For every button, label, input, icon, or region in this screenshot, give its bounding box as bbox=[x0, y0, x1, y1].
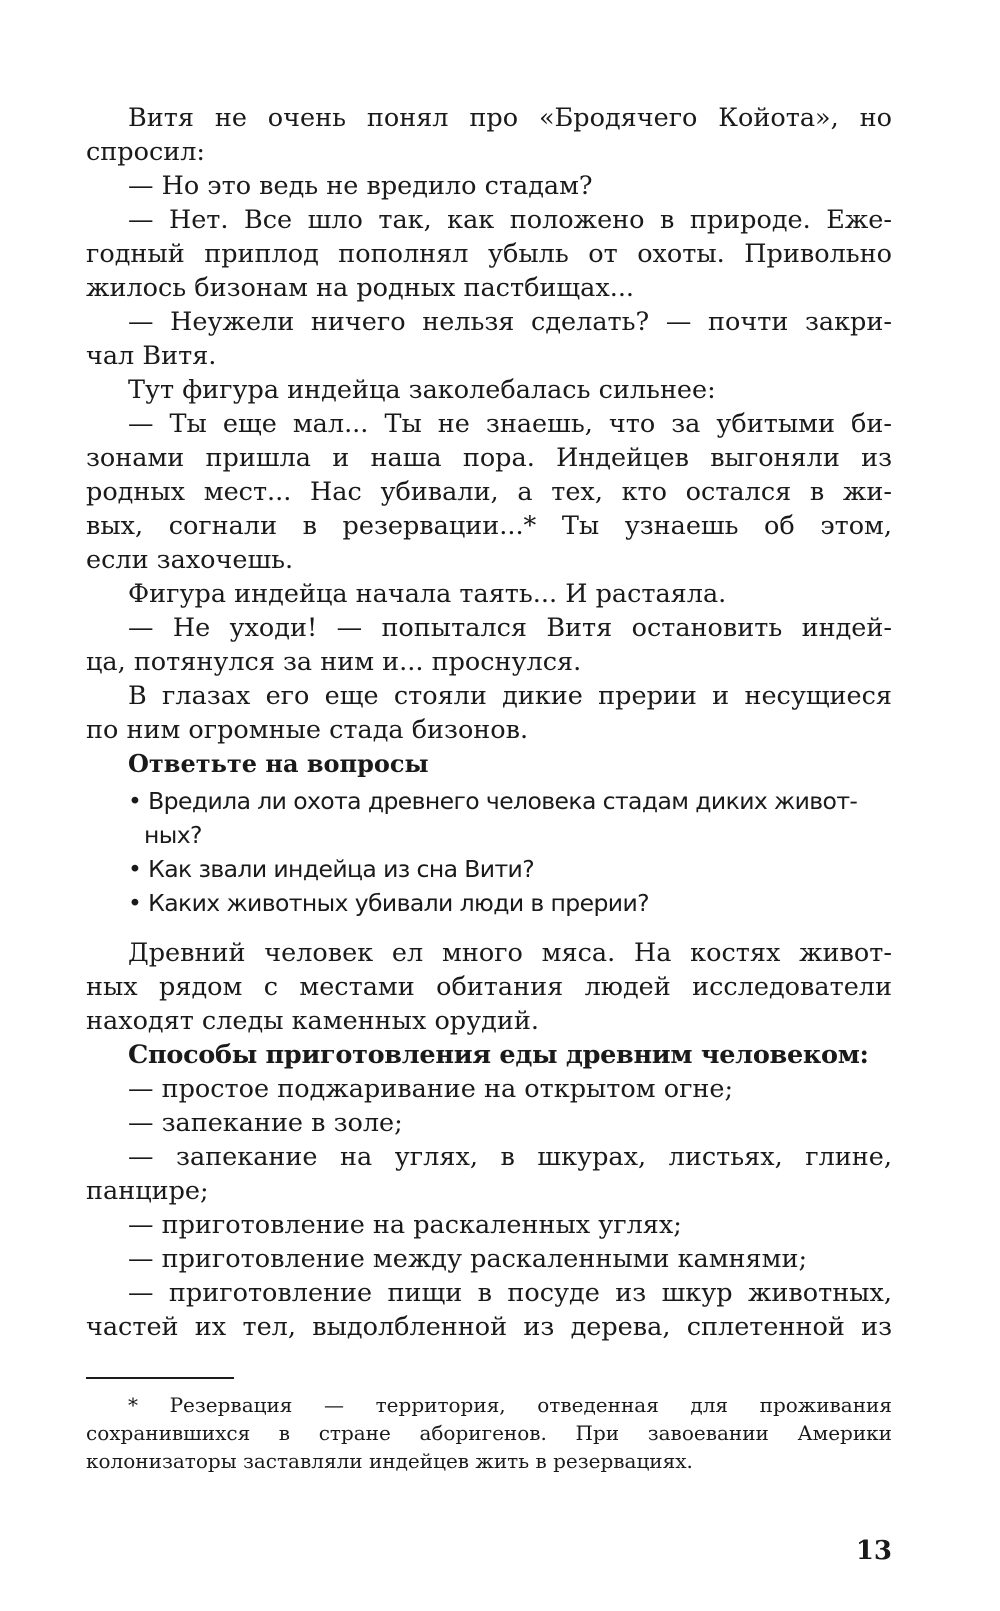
page-number: 13 bbox=[855, 1536, 892, 1566]
method-item: панцире; bbox=[86, 1176, 209, 1206]
story-line: — Нет. Все шло так, как положено в природе. Еже- bbox=[128, 205, 892, 235]
footnote-line: колонизаторы заставляли индейцев жить в резервациях. bbox=[86, 1449, 693, 1473]
method-item: — приготовление на раскаленных углях; bbox=[128, 1210, 682, 1240]
story-text bbox=[86, 101, 892, 747]
method-item: — запекание на углях, в шкурах, листьях, глине, bbox=[128, 1142, 892, 1172]
story-line: — Но это ведь не вредило стадам? bbox=[128, 171, 593, 201]
method-item: — приготовление пищи в посуде из шкур животных, bbox=[128, 1278, 892, 1308]
story-line: В глазах его еще стояли дикие прерии и несущиеся bbox=[128, 681, 892, 711]
questions-block bbox=[86, 747, 892, 920]
main-line: находят следы каменных орудий. bbox=[86, 1006, 539, 1036]
question-item: • Вредила ли охота древнего человека стадам диких живот- bbox=[128, 787, 858, 815]
story-line: спросил: bbox=[86, 137, 206, 167]
story-line: — Не уходи! — попытался Витя остановить индей- bbox=[128, 613, 892, 643]
story-line: чал Витя. bbox=[86, 341, 217, 371]
story-line: родных мест... Нас убивали, а тех, кто остался в жи- bbox=[86, 477, 892, 507]
story-line: Витя не очень понял про «Бродячего Койота», но bbox=[128, 103, 892, 133]
story-line: Тут фигура индейца заколебалась сильнее: bbox=[128, 375, 716, 405]
question-item: • Каких животных убивали люди в прерии? bbox=[128, 889, 649, 917]
story-line: жилось бизонам на родных пастбищах... bbox=[86, 273, 635, 303]
questions-heading: Ответьте на вопросы bbox=[128, 749, 429, 778]
method-item: — запекание в золе; bbox=[128, 1108, 403, 1138]
footnote-divider bbox=[86, 1377, 234, 1379]
story-line: ца, потянулся за ним и... проснулся. bbox=[86, 647, 582, 677]
question-item: • Как звали индейца из сна Вити? bbox=[128, 855, 535, 883]
story-line: вых, согнали в резервации...* Ты узнаешь об этом, bbox=[86, 511, 892, 541]
story-line: — Ты еще мал... Ты не знаешь, что за убитыми би- bbox=[128, 409, 892, 439]
story-line: — Неужели ничего нельзя сделать? — почти закри- bbox=[128, 307, 892, 337]
story-line: по ним огромные стада бизонов. bbox=[86, 715, 529, 745]
method-item: частей их тел, выдолбленной из дерева, сплетенной из bbox=[86, 1312, 892, 1342]
main-text bbox=[86, 936, 892, 1344]
main-line: ных рядом с местами обитания людей исследователи bbox=[86, 972, 892, 1002]
story-line: годный приплод пополнял убыль от охоты. Привольно bbox=[86, 239, 892, 269]
footnote-line: сохранившихся в стране аборигенов. При завоевании Америки bbox=[86, 1421, 892, 1445]
story-line: Фигура индейца начала таять... И растаяла. bbox=[128, 579, 727, 609]
main-line: Древний человек ел много мяса. На костях живот- bbox=[128, 938, 892, 968]
methods-heading: Способы приготовления еды древним человеком: bbox=[128, 1040, 869, 1070]
method-item: — приготовление между раскаленными камнями; bbox=[128, 1244, 808, 1274]
story-line: зонами пришла и наша пора. Индейцев выгоняли из bbox=[86, 443, 892, 473]
question-continuation: ных? bbox=[144, 821, 202, 849]
footnote bbox=[86, 1391, 892, 1475]
question-item-cont bbox=[86, 818, 892, 852]
footnote-line: * Резервация — территория, отведенная для проживания bbox=[128, 1393, 892, 1417]
story-line: если захочешь. bbox=[86, 545, 294, 575]
method-item: — простое поджаривание на открытом огне; bbox=[128, 1074, 734, 1104]
